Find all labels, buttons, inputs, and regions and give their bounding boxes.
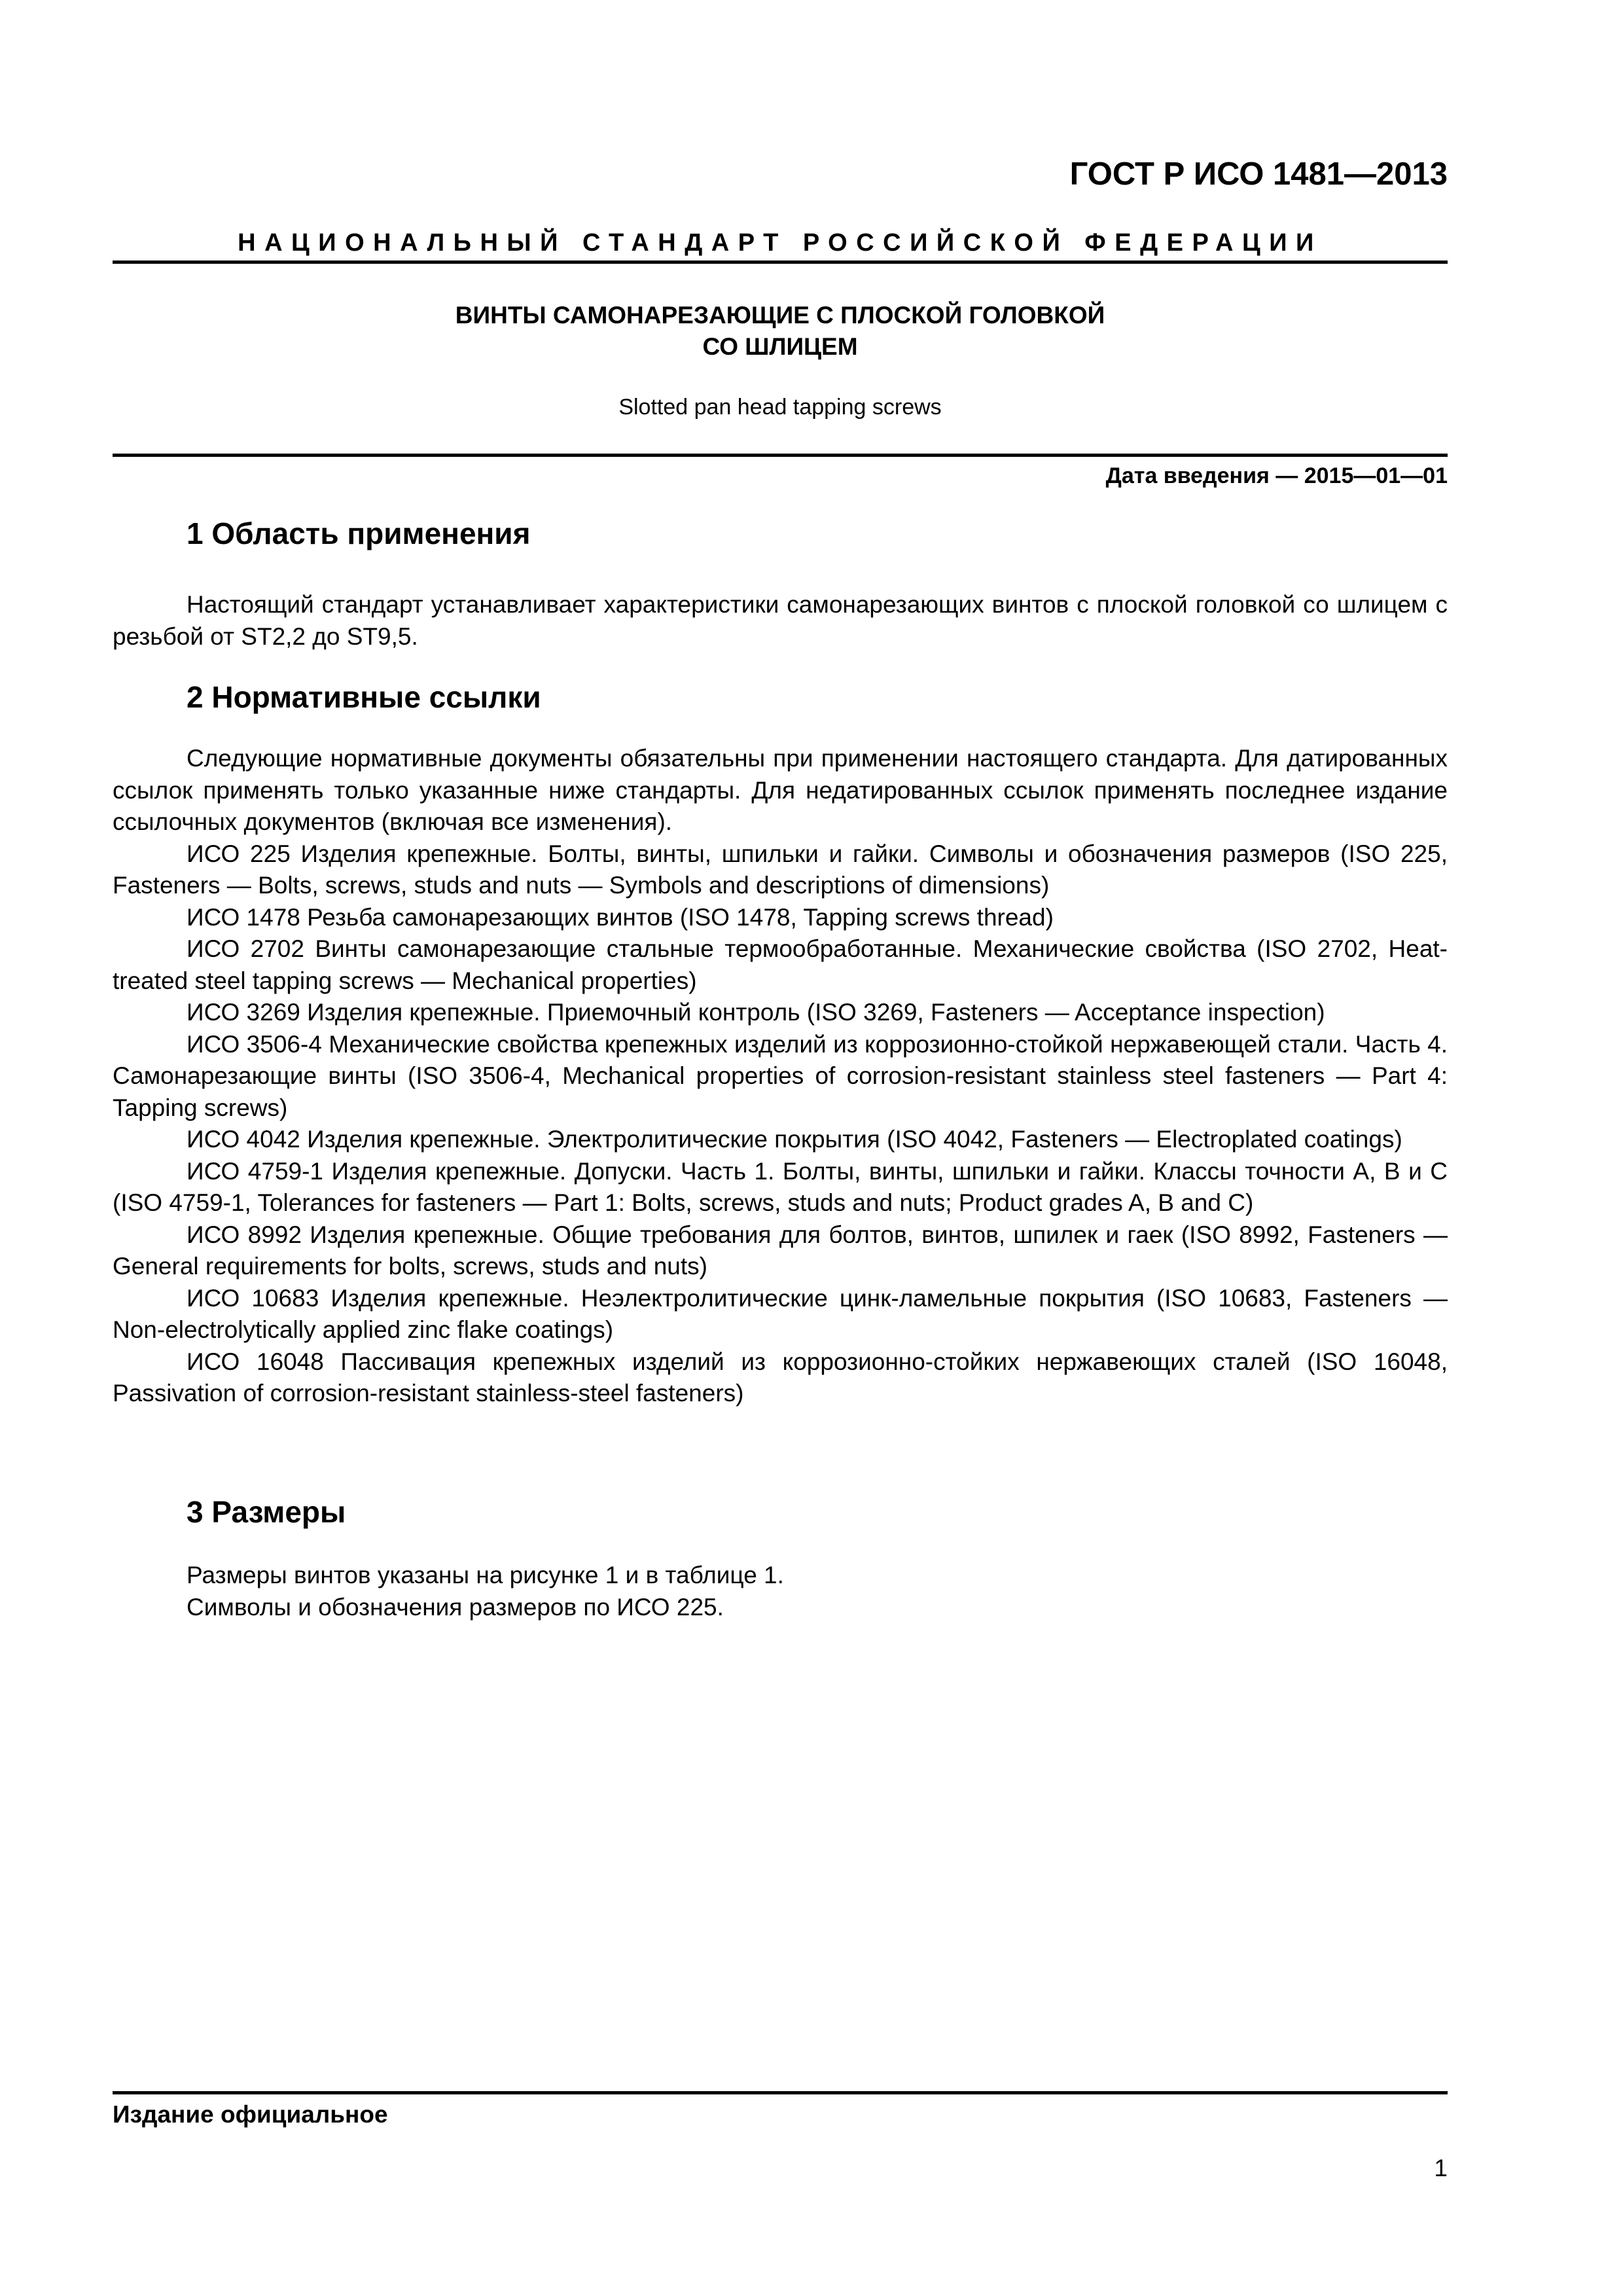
reference-item: ИСО 4759-1 Изделия крепежные. Допуски. Часть 1. Болты, винты, шпильки и гайки. Классы точности А, В и С (ISO 4759-1, Tolerances for fasteners — Part 1: Bolts, screws, studs and nuts; Product grades A, B and C) xyxy=(113,1157,1448,1216)
header-rule xyxy=(113,260,1448,264)
national-standard-banner: НАЦИОНАЛЬНЫЙ СТАНДАРТ РОССИЙСКОЙ ФЕДЕРАЦИИ xyxy=(238,229,1323,257)
reference-item: ИСО 4042 Изделия крепежные. Электролитические покрытия (ISO 4042, Fasteners — Electroplated coatings) xyxy=(187,1126,1402,1153)
reference-item: ИСО 2702 Винты самонарезающие стальные термообработанные. Механические свойства (ISO 2702, Heat-treated steel tapping screws — Mechanical properties) xyxy=(113,935,1448,994)
introduction-date: Дата введения — 2015—01—01 xyxy=(1105,463,1448,488)
page-number: 1 xyxy=(1434,2155,1448,2181)
reference-item: ИСО 225 Изделия крепежные. Болты, винты, шпильки и гайки. Символы и обозначения размеров (ISO 225, Fasteners — Bolts, screws, studs and nuts — Symbols and descriptions of dimensions) xyxy=(113,840,1448,899)
document-subtitle-en: Slotted pan head tapping screws xyxy=(618,395,942,420)
paragraph: Символы и обозначения размеров по ИСО 225. xyxy=(187,1593,724,1621)
reference-item: ИСО 10683 Изделия крепежные. Неэлектролитические цинк-ламельные покрытия (ISO 10683, Fasteners — Non-electrolytically applied zinc flake coatings) xyxy=(113,1284,1448,1343)
reference-item: ИСО 8992 Изделия крепежные. Общие требования для болтов, винтов, шпилек и гаек (ISO 8992, Fasteners — General requirements for bolts, screws, studs and nuts) xyxy=(113,1221,1448,1280)
paragraph: Размеры винтов указаны на рисунке 1 и в таблице 1. xyxy=(187,1562,784,1588)
document-title xyxy=(113,300,1448,363)
title-line-1: ВИНТЫ САМОНАРЕЗАЮЩИЕ С ПЛОСКОЙ ГОЛОВКОЙ xyxy=(455,302,1105,329)
document-page xyxy=(113,0,1448,2296)
standard-number: ГОСТ Р ИСО 1481—2013 xyxy=(1069,156,1448,192)
section-body xyxy=(113,589,1448,653)
section-heading: 3 Размеры xyxy=(187,1495,346,1529)
reference-item: ИСО 1478 Резьба самонарезающих винтов (ISO 1478, Tapping screws thread) xyxy=(187,903,1054,931)
section-body xyxy=(113,743,1448,1410)
title-line-2: СО ШЛИЦЕМ xyxy=(702,333,858,360)
reference-item: ИСО 3269 Изделия крепежные. Приемочный контроль (ISO 3269, Fasteners — Acceptance inspection) xyxy=(187,999,1325,1026)
footer-rule xyxy=(113,2091,1448,2094)
section-heading: 2 Нормативные ссылки xyxy=(187,680,541,714)
official-edition-label: Издание официальное xyxy=(113,2101,388,2128)
section-body xyxy=(113,1560,1448,1623)
reference-item: ИСО 3506-4 Механические свойства крепежных изделий из коррозионно-стойкой нержавеющей стали. Часть 4. Самонарезающие винты (ISO 3506-4, Mechanical properties of corrosion-resistant stainless steel fasteners — Part 4: Tapping screws) xyxy=(113,1030,1448,1121)
title-rule xyxy=(113,454,1448,457)
section-heading: 1 Область применения xyxy=(187,516,531,550)
paragraph: Настоящий стандарт устанавливает характеристики самонарезающих винтов с плоской головкой со шлицем с резьбой от ST2,2 до ST9,5. xyxy=(113,591,1448,650)
reference-item: ИСО 16048 Пассивация крепежных изделий из коррозионно-стойких нержавеющих сталей (ISO 16048, Passivation of corrosion-resistant stainless-steel fasteners) xyxy=(113,1348,1448,1407)
paragraph: Следующие нормативные документы обязательны при применении настоящего стандарта. Для датированных ссылок применять только указанные ниже стандарты. Для недатированных ссылок применять последнее издание ссылочных документов (включая все изменения). xyxy=(113,745,1448,835)
